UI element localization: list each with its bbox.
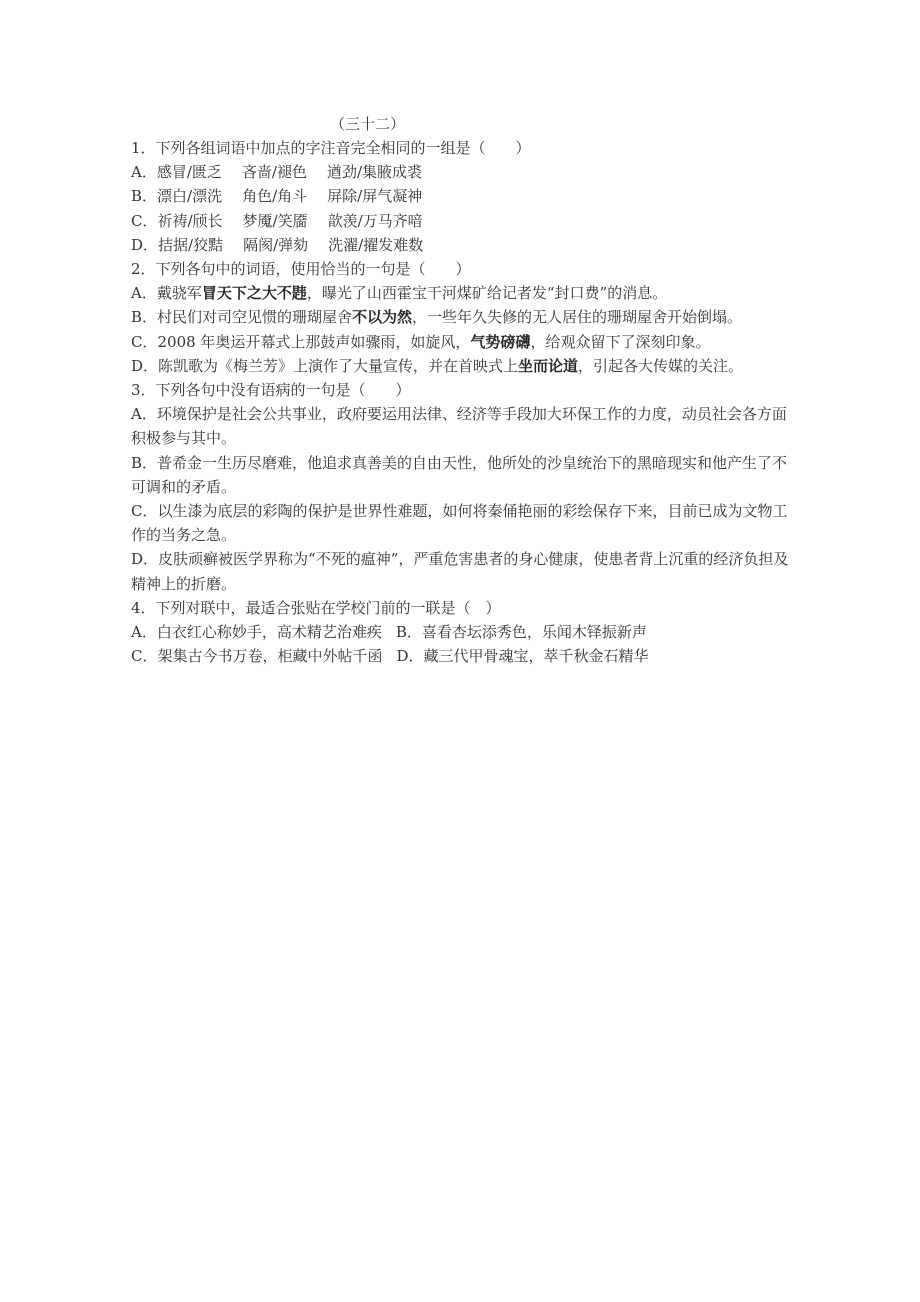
q1-option-d: D．拮据/狡黠 隔阂/弹劾 洗濯/擢发难数 [131,235,424,254]
q4-option-a: A．白衣红心称妙手，高术精艺治难疾 [131,623,382,642]
highlighted-term: 不以为然 [352,308,413,327]
highlighted-term: 气势磅礴 [470,332,531,351]
q3-stem: 3．下列各句中没有语病的一句是（ ） [131,381,411,400]
highlighted-term: 坐而论道 [518,356,579,375]
page-title: （三十二） [330,115,406,133]
q3-option-d: D．皮肤顽癣被医学界称为“不死的瘟神”，严重危害患者的身心健康，使患者背上沉重的经济负担及精神上的折磨。 [131,550,789,593]
highlighted-term: 冒天下之大不韪 [201,284,307,303]
q3-option-c: C．以生漆为底层的彩陶的保护是世界性难题，如何将秦俑艳丽的彩绘保存下来，目前已成为文物工作的当务之急。 [131,502,788,545]
q4-options-cd [131,644,793,668]
q4-stem: 4．下列对联中，最适合张贴在学校门前的一联是（ ） [131,598,501,617]
q1-stem: 1．下列各组词语中加点的字注音完全相同的一组是（ ） [131,139,531,157]
q2-option-c: C．2008 年奥运开幕式上那鼓声如骤雨，如旋风，气势磅礴，给观众留下了深刻印象。 [131,332,711,351]
q4-options-ab [131,620,793,644]
q2-option-b: B．村民们对司空见惯的珊瑚屋舍不以为然，一些年久失修的无人居住的珊瑚屋舍开始倒塌。 [131,308,743,327]
q1-option-a: A．感冒/匮乏 吝啬/褪色 遒劲/集腋成裘 [131,163,423,182]
q1-option-b: B．漂白/漂洗 角色/角斗 屏除/屏气凝神 [131,187,423,206]
q4-option-d: D．藏三代甲骨魂宝，萃千秋金石精华 [396,647,649,666]
q2-option-d: D．陈凯歌为《梅兰芳》上演作了大量宣传，并在首映式上坐而论道，引起各大传媒的关注。 [131,356,744,375]
q2-stem: 2．下列各句中的词语，使用恰当的一句是（ ） [131,260,471,279]
q3-option-a: A．环境保护是社会公共事业，政府要运用法律、经济等手段加大环保工作的力度，动员社会各方面积极参与其中。 [131,405,787,448]
q2-option-a: A．戴骁军冒天下之大不韪，曝光了山西霍宝干河煤矿给记者发“封口费”的消息。 [131,284,668,303]
q4-option-c: C．架集古今书万卷，柜藏中外帖千函 [131,647,383,666]
q4-option-b: B．喜看杏坛添秀色，乐闻木铎振新声 [395,623,647,642]
question-list [131,136,793,668]
q3-option-b: B．普希金一生历尽磨难，他追求真善美的自由天性，他所处的沙皇统治下的黑暗现实和他产生了不可调和的矛盾。 [131,453,788,496]
q1-option-c: C．祈祷/颀长 梦魇/笑靥 歆羡/万马齐喑 [131,211,423,230]
